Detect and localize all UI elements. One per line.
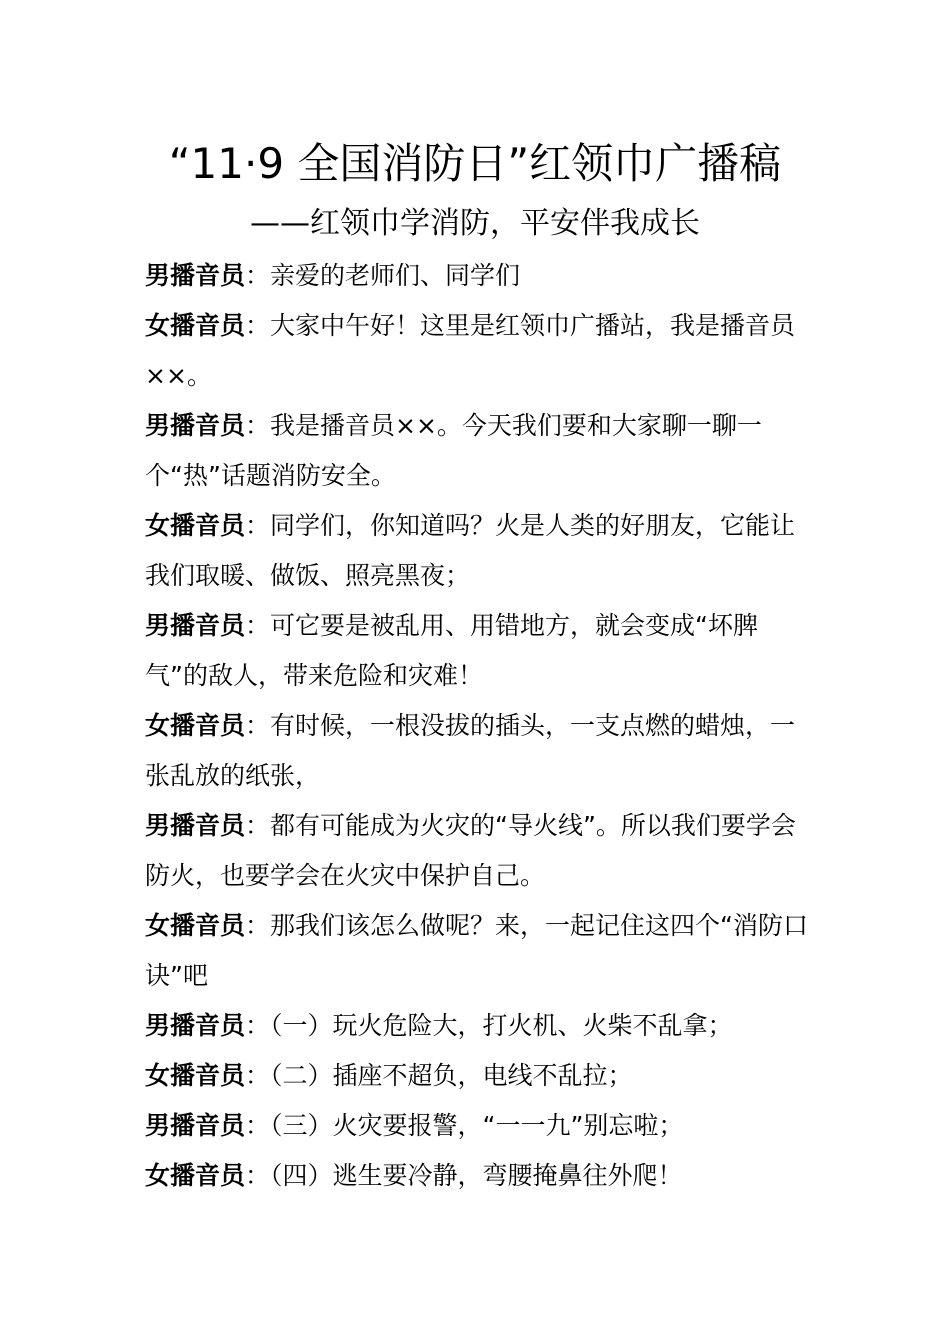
- line-text: ：大家中午好！这里是红领巾广播站，我是播音员××。: [145, 311, 796, 390]
- script-line: [145, 301, 810, 401]
- script-line: [145, 1051, 810, 1101]
- speaker-label: 男播音员: [145, 1111, 246, 1140]
- broadcast-script: [145, 251, 810, 1201]
- line-text: ：有时候，一根没拔的插头，一支点燃的蜡烛，一张乱放的纸张，: [145, 711, 796, 790]
- speaker-label: 男播音员: [145, 611, 246, 640]
- document-title: “11·9 全国消防日”红领巾广播稿: [168, 139, 782, 188]
- script-line: [145, 251, 810, 301]
- line-text: ：亲爱的老师们、同学们: [245, 261, 521, 290]
- speaker-label: 女播音员: [145, 511, 246, 540]
- speaker-label: 男播音员: [145, 811, 246, 840]
- line-text: ：（三）火灾要报警，“一一九”别忘啦；: [245, 1111, 684, 1140]
- script-line: [145, 501, 810, 601]
- script-line: [145, 1101, 810, 1151]
- speaker-label: 男播音员: [145, 1011, 246, 1040]
- script-line: [145, 601, 810, 701]
- line-text: ：（四）逃生要冷静，弯腰掩鼻往外爬！: [245, 1161, 683, 1190]
- script-line: [145, 1151, 810, 1201]
- line-text: ：同学们，你知道吗？火是人类的好朋友，它能让我们取暖、做饭、照亮黑夜；: [145, 511, 796, 590]
- line-text: ：我是播音员××。今天我们要和大家聊一聊一个“热”话题消防安全。: [145, 411, 762, 490]
- document-subtitle: ——红领巾学消防，平安伴我成长: [250, 206, 700, 241]
- line-text: ：（一）玩火危险大，打火机、火柴不乱拿；: [245, 1011, 733, 1040]
- line-text: ：那我们该怎么做呢？来，一起记住这四个“消防口诀”吧: [145, 911, 808, 990]
- speaker-label: 女播音员: [145, 911, 246, 940]
- line-text: ：都有可能成为火灾的“导火线”。所以我们要学会防火，也要学会在火灾中保护自己。: [145, 811, 796, 890]
- script-line: [145, 901, 810, 1001]
- script-line: [145, 401, 810, 501]
- script-line: [145, 701, 810, 801]
- script-line: [145, 801, 810, 901]
- speaker-label: 男播音员: [145, 411, 246, 440]
- speaker-label: 男播音员: [145, 261, 246, 290]
- line-text: ：（二）插座不超负，电线不乱拉；: [245, 1061, 633, 1090]
- speaker-label: 女播音员: [145, 311, 246, 340]
- script-line: [145, 1001, 810, 1051]
- speaker-label: 女播音员: [145, 1061, 246, 1090]
- speaker-label: 女播音员: [145, 1161, 246, 1190]
- line-text: ：可它要是被乱用、用错地方，就会变成“坏脾气”的敌人，带来危险和灾难！: [145, 611, 758, 690]
- speaker-label: 女播音员: [145, 711, 246, 740]
